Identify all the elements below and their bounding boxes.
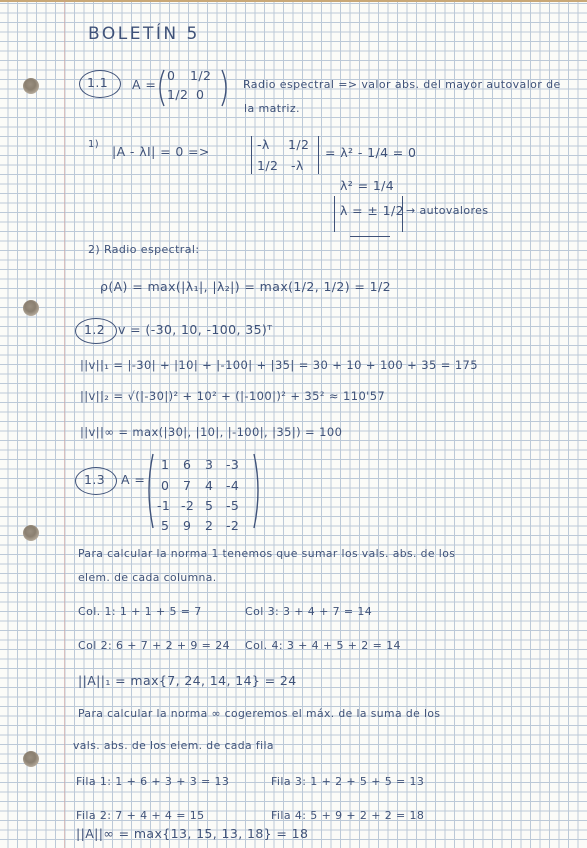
vector-definition: v = (-30, 10, -100, 35)ᵀ: [118, 322, 273, 337]
matrix-cell: 5: [205, 498, 214, 513]
explanation-line: Para calcular la norma ∞ cogeremos el máx. de la suma de los: [78, 707, 441, 720]
determinant-cell: -λ: [291, 158, 304, 173]
step-label: 2) Radio espectral:: [88, 243, 200, 256]
matrix-cell: -2: [226, 518, 240, 533]
page-title: BOLETÍN 5: [88, 24, 200, 44]
norm-1: ||v||₁ = |-30| + |10| + |-100| + |35| = 30 + 10 + 100 + 35 = 175: [80, 358, 478, 372]
boxed-result-underline: [350, 236, 390, 237]
determinant-cell: -λ: [257, 137, 270, 152]
note-line: Radio espectral => valor abs. del mayor autovalor de: [243, 78, 561, 91]
boxed-result-bar: [334, 196, 335, 232]
determinant-bar: [318, 136, 319, 174]
matrix-cell: 0: [196, 87, 205, 102]
root-line: λ = ± 1/2: [340, 203, 404, 218]
column-sum: Col. 4: 3 + 4 + 5 + 2 = 14: [245, 639, 401, 652]
determinant-cell: 1/2: [288, 137, 310, 152]
column-sum: Col 3: 3 + 4 + 7 = 14: [245, 605, 373, 618]
char-equation-left: |A - λI| = 0 =>: [112, 144, 210, 159]
norm-2: ||v||₂ = √(|-30|)² + 10² + (|-100|)² + 35² ≈ 110'57: [80, 389, 386, 403]
matrix-cell: 6: [183, 457, 192, 472]
binder-hole: [23, 751, 39, 767]
binder-hole: [23, 300, 39, 316]
matrix-norm-1: ||A||₁ = max{7, 24, 14, 14} = 24: [78, 673, 297, 688]
matrix-prefix: A =: [121, 472, 146, 487]
matrix-cell: 3: [205, 457, 214, 472]
matrix-prefix: A =: [132, 77, 157, 92]
matrix-cell: -4: [226, 478, 240, 493]
norm-infinity: ||v||∞ = max(|30|, |10|, |-100|, |35|) = 100: [80, 425, 343, 439]
page-top-edge: [0, 0, 587, 2]
matrix-cell: 0: [167, 68, 176, 83]
matrix-norm-infinity: ||A||∞ = max{13, 15, 13, 18} = 18: [76, 826, 309, 841]
column-sum: Col. 1: 1 + 1 + 5 = 7: [78, 605, 202, 618]
matrix-cell: 0: [161, 478, 170, 493]
note-line: la matriz.: [244, 102, 300, 115]
root-line: λ² = 1/4: [340, 178, 395, 193]
matrix-cell: 1: [161, 457, 170, 472]
margin-line: [64, 0, 65, 848]
column-sum: Col 2: 6 + 7 + 2 + 9 = 24: [78, 639, 230, 652]
eigenvalues-label: → autovalores: [406, 204, 489, 217]
row-sum: Fila 3: 1 + 2 + 5 + 5 = 13: [271, 775, 425, 788]
spectral-radius: ρ(A) = max(|λ₁|, |λ₂|) = max(1/2, 1/2) = 1/2: [100, 279, 391, 294]
matrix-cell: 1/2: [167, 87, 189, 102]
row-sum: Fila 2: 7 + 4 + 4 = 15: [76, 809, 205, 822]
determinant-bar: [251, 136, 252, 174]
exercise-label: 1.3: [84, 472, 106, 487]
binder-hole: [23, 525, 39, 541]
row-sum: Fila 4: 5 + 9 + 2 + 2 = 18: [271, 809, 425, 822]
char-equation-right: = λ² - 1/4 = 0: [325, 145, 417, 160]
matrix-cell: 1/2: [190, 68, 212, 83]
matrix-cell: 2: [205, 518, 214, 533]
matrix-cell: 9: [183, 518, 192, 533]
explanation-line: elem. de cada columna.: [78, 571, 217, 584]
determinant-cell: 1/2: [257, 158, 279, 173]
binder-hole: [23, 78, 39, 94]
explanation-line: Para calcular la norma 1 tenemos que sumar los vals. abs. de los: [78, 547, 456, 560]
matrix-cell: 4: [205, 478, 214, 493]
matrix-cell: -5: [226, 498, 240, 513]
matrix-cell: -1: [157, 498, 171, 513]
explanation-line: vals. abs. de los elem. de cada fila: [73, 739, 274, 752]
exercise-label: 1.1: [87, 75, 109, 90]
row-sum: Fila 1: 1 + 6 + 3 + 3 = 13: [76, 775, 230, 788]
matrix-cell: -3: [226, 457, 240, 472]
step-label: 1): [88, 139, 100, 150]
matrix-cell: -2: [181, 498, 195, 513]
matrix-cell: 5: [161, 518, 170, 533]
exercise-label: 1.2: [84, 322, 106, 337]
matrix-cell: 7: [183, 478, 192, 493]
